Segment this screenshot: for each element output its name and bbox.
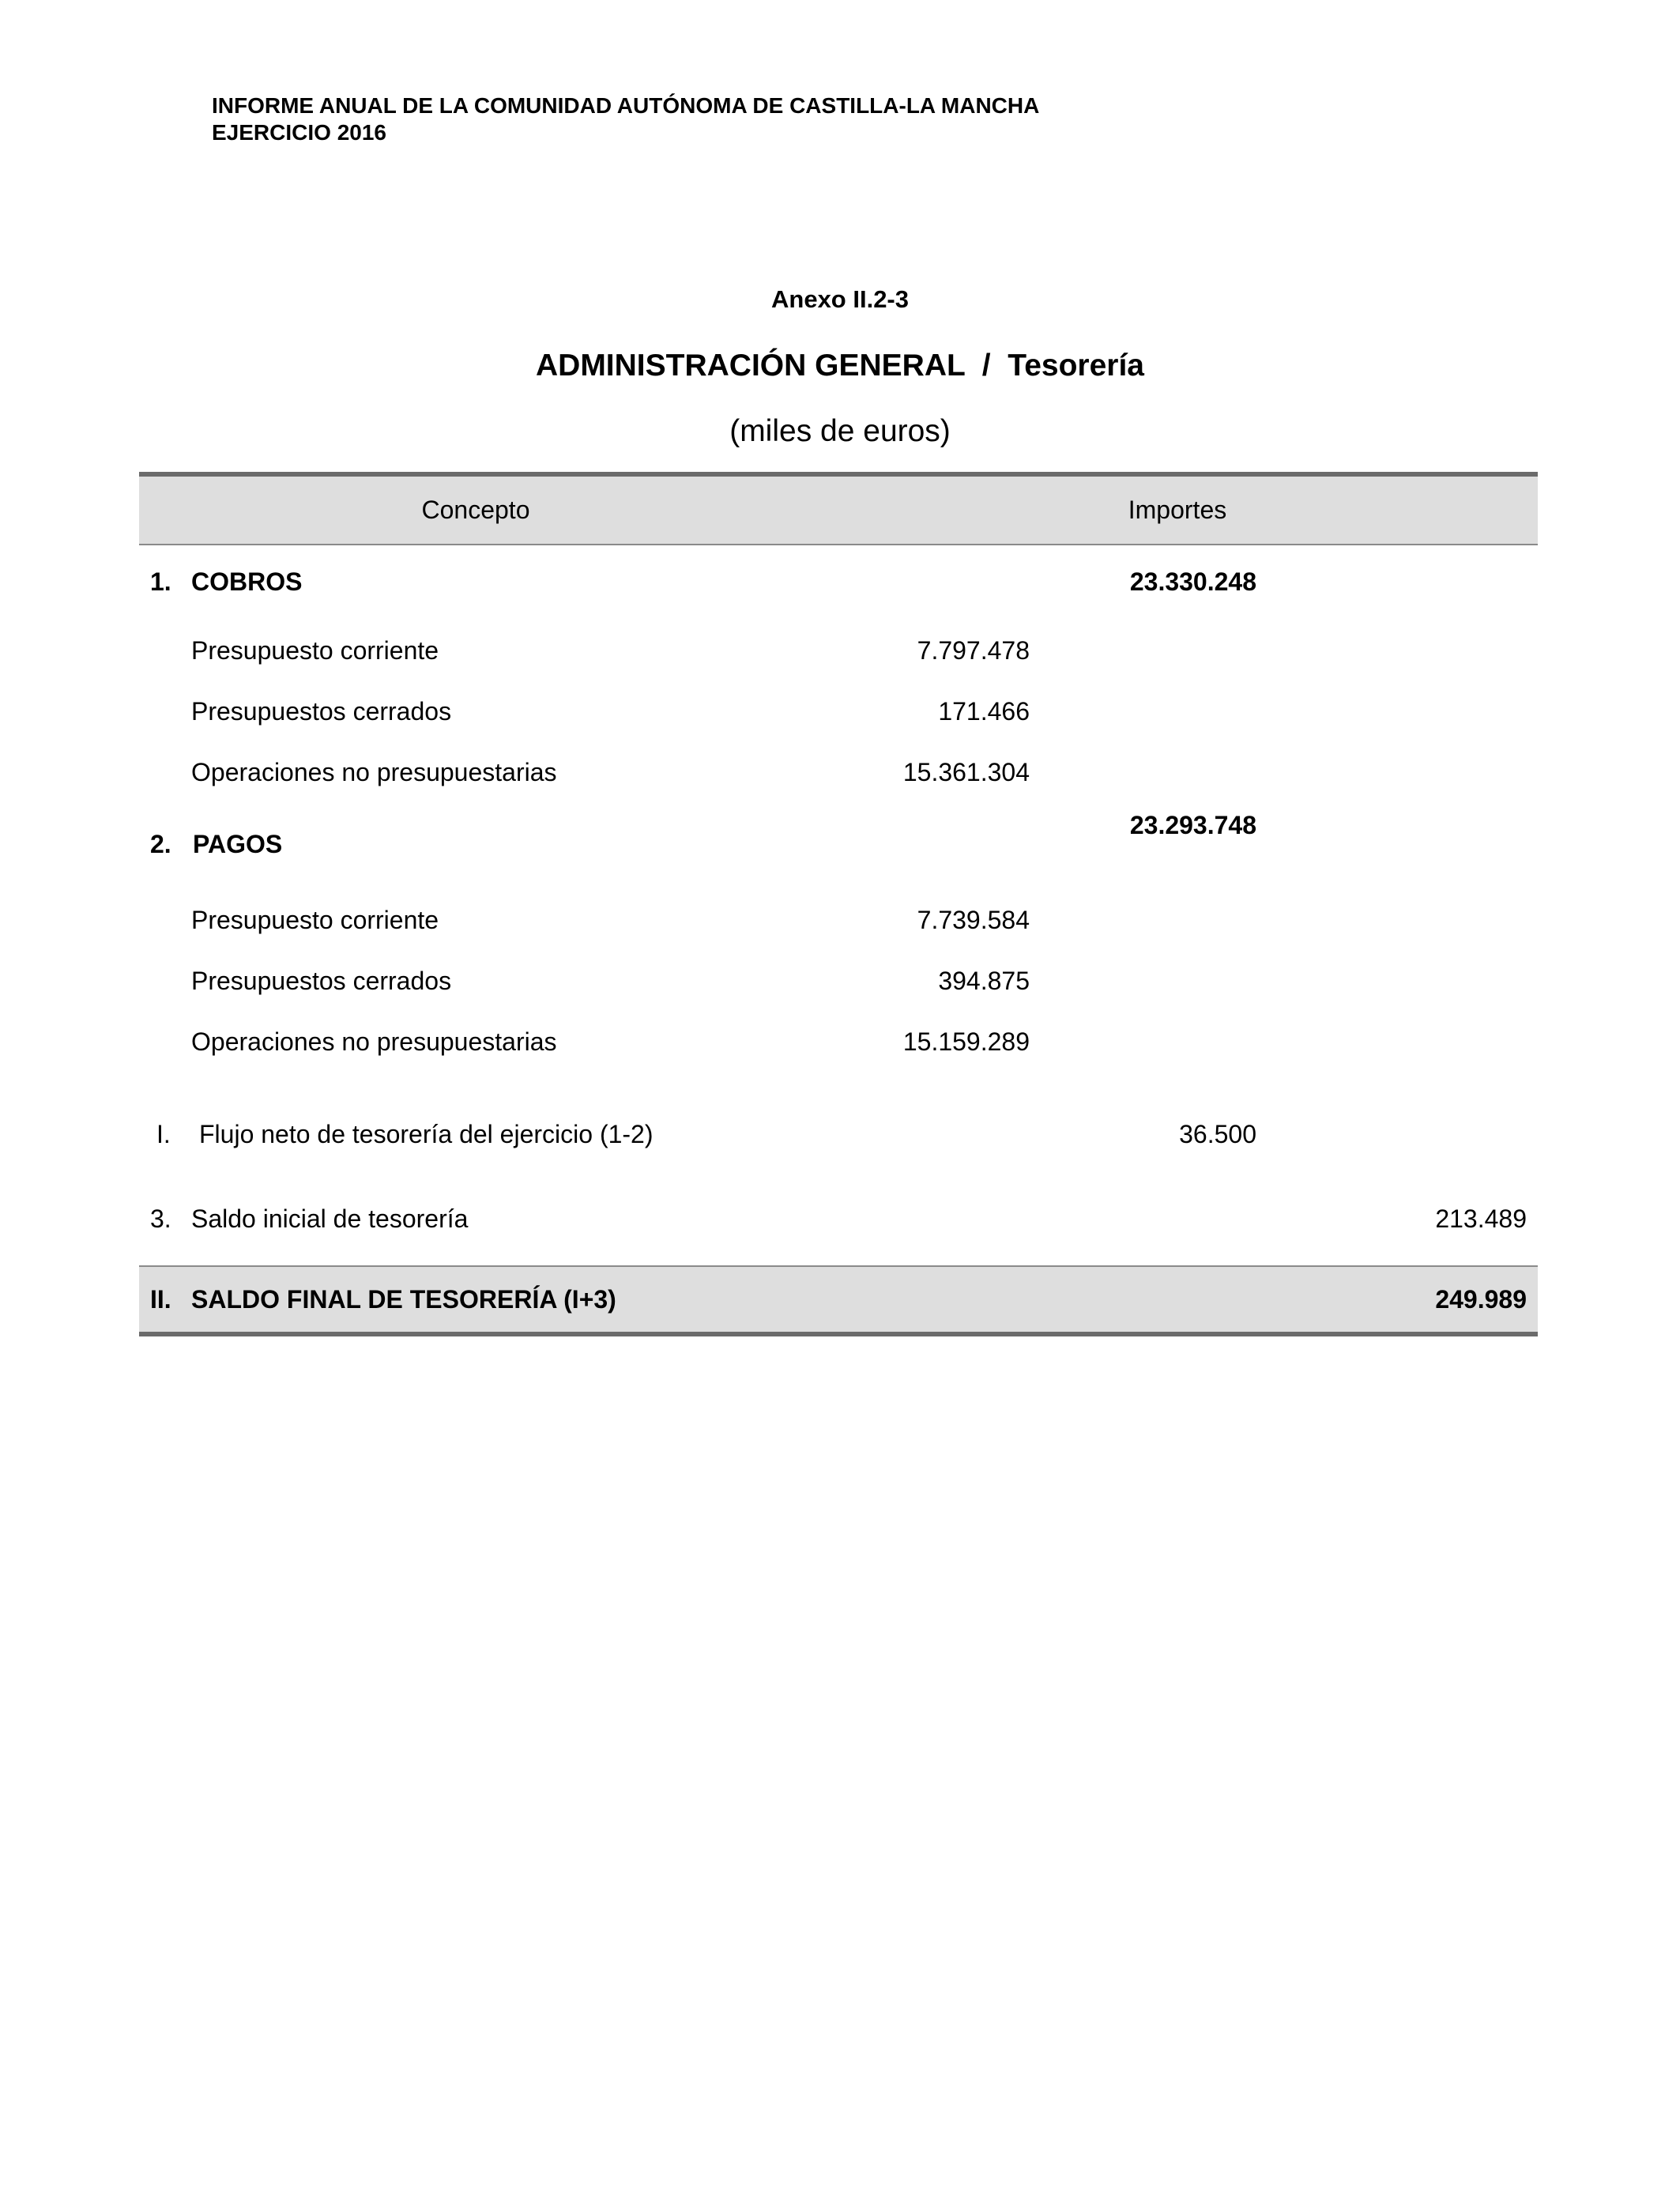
row-value: 171.466 [938,697,1030,726]
column-header-importes: Importes [1128,496,1227,524]
table-header-rule [139,544,1538,545]
row-label: COBROS [191,567,303,596]
row-value: 249.989 [1435,1285,1527,1314]
row-label: Saldo inicial de tesorería [191,1204,469,1233]
row-value: 7.797.478 [917,636,1030,665]
row-number: II. [150,1285,171,1314]
row-label: Operaciones no presupuestarias [191,758,557,786]
table-top-rule [139,472,1538,477]
row-value: 213.489 [1435,1204,1527,1233]
row-label: Presupuestos cerrados [191,967,452,995]
row-total: 23.293.748 [1129,811,1256,839]
row-value: 15.361.304 [902,758,1030,786]
row-total: 23.330.248 [1129,567,1256,596]
row-label: Presupuestos cerrados [191,697,452,726]
row-label: Flujo neto de tesorería del ejercicio (1-2) [199,1120,654,1148]
row-number: 1. [150,567,171,596]
row-number: 3. [150,1204,171,1233]
page-title: ADMINISTRACIÓN GENERAL / Tesorería [535,349,1144,383]
row-number: 2. [150,830,171,858]
row-label: Operaciones no presupuestarias [191,1027,557,1056]
column-header-concepto: Concepto [421,496,530,524]
unit-label: (miles de euros) [729,414,951,448]
row-value: 7.739.584 [917,906,1030,934]
row-label: Presupuesto corriente [191,636,439,665]
row-value: 36.500 [1179,1120,1256,1148]
row-label: PAGOS [193,830,283,858]
row-label: Presupuesto corriente [191,906,439,934]
row-label: SALDO FINAL DE TESORERÍA (I+3) [191,1285,616,1314]
report-header-title: INFORME ANUAL DE LA COMUNIDAD AUTÓNOMA DE CASTILLA-LA MANCHA [212,93,1040,118]
report-header-year: EJERCICIO 2016 [212,120,386,145]
total-row-top-rule [139,1265,1538,1267]
table-bottom-rule [139,1332,1538,1336]
row-value: 15.159.289 [902,1027,1030,1056]
annex-label: Anexo II.2-3 [771,285,909,313]
row-number: I. [156,1120,171,1148]
row-value: 394.875 [938,967,1030,995]
